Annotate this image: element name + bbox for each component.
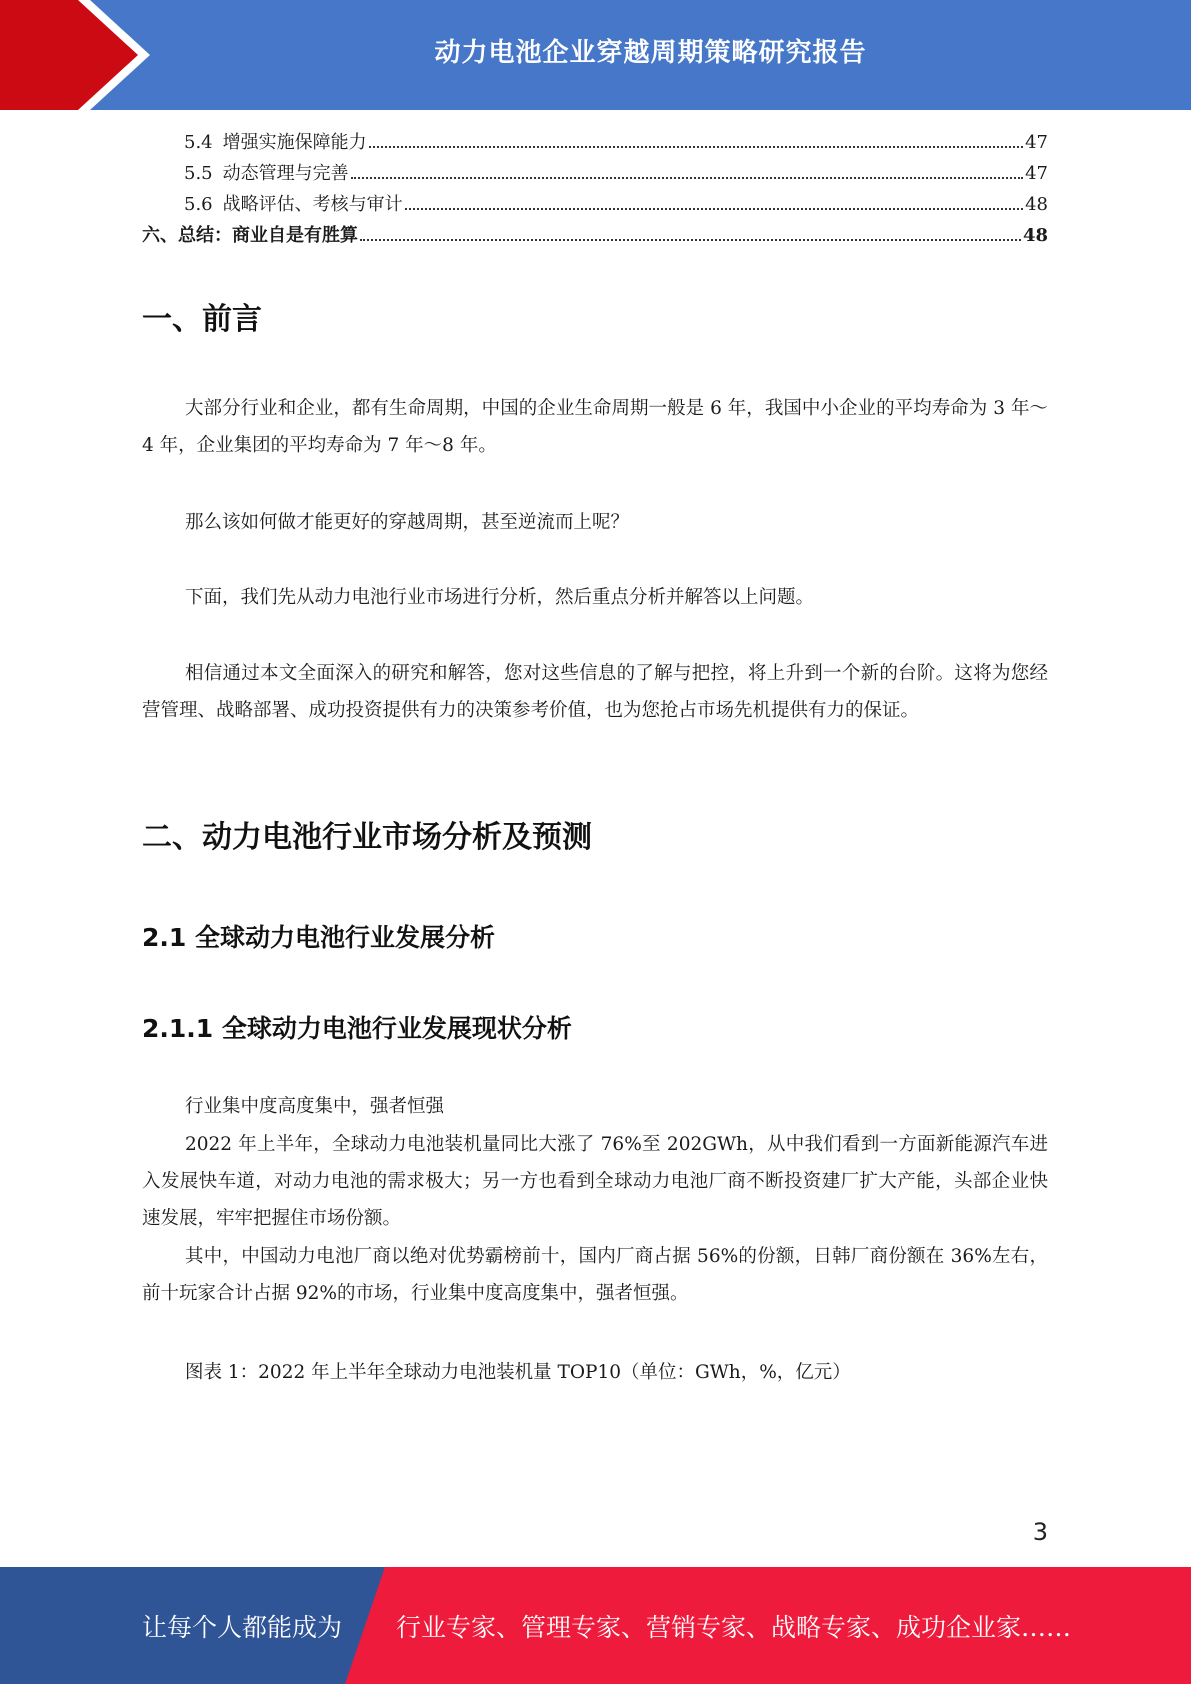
paragraph: 其中，中国动力电池厂商以绝对优势霸榜前十，国内厂商占据 56%的份额，日韩厂商份额在 36%左右，前十玩家合计占据 92%的市场，行业集中度高度集中，强者恒强。 [142,1246,1048,1304]
toc-entry-label: 六、总结：商业自是有胜算 [142,225,358,246]
section-heading-preface: 一、前言 [142,302,262,337]
page-header [0,0,1191,110]
paragraph: 下面，我们先从动力电池行业市场进行分析，然后重点分析并解答以上问题。 [185,587,815,608]
toc-entry[interactable] [142,128,1048,159]
paragraph: 行业集中度高度集中，强者恒强 [185,1096,445,1117]
subsection-heading: 2.1.1 全球动力电池行业发展现状分析 [142,1014,572,1043]
toc-entry[interactable] [142,159,1048,190]
toc-leader-dots [351,176,1023,179]
toc-entry-label: 动态管理与完善 [222,163,349,184]
toc-entry-number: 5.4 [184,132,213,153]
toc-entry-page: 48 [1022,225,1048,246]
footer-slogan-right: 行业专家、管理专家、营销专家、战略专家、成功企业家…… [396,1612,1072,1642]
toc-entry-page: 47 [1025,132,1048,153]
table-of-contents [142,128,1048,252]
toc-leader-dots [405,207,1023,210]
section-heading-market: 二、动力电池行业市场分析及预测 [142,820,592,855]
paragraph: 2022 年上半年，全球动力电池装机量同比大涨了 76%至 202GWh，从中我们看到一方面新能源汽车进入发展快车道，对动力电池的需求极大；另一方也看到全球动力电池厂商不断投资建厂扩大产能，头部企业快速发展，牢牢把握住市场份额。 [142,1134,1048,1229]
toc-leader-dots [360,238,1021,241]
paragraph: 相信通过本文全面深入的研究和解答，您对这些信息的了解与把控，将上升到一个新的台阶。这将为您经营管理、战略部署、成功投资提供有力的决策参考价值，也为您抢占市场先机提供有力的保证。 [142,663,1048,721]
toc-leader-dots [369,145,1023,148]
paragraph: 那么该如何做才能更好的穿越周期，甚至逆流而上呢？ [185,512,630,533]
page-footer [0,1567,1191,1684]
toc-entry-label: 增强实施保障能力 [222,132,367,153]
toc-entry-page: 48 [1025,194,1048,215]
toc-entry-label: 战略评估、考核与审计 [222,194,403,215]
toc-entry-page: 47 [1025,163,1048,184]
toc-entry[interactable] [142,190,1048,221]
figure-caption: 图表 1：2022 年上半年全球动力电池装机量 TOP10（单位：GWh，%，亿元） [185,1362,851,1383]
report-title: 动力电池企业穿越周期策略研究报告 [434,37,867,68]
page-number: 3 [1032,1518,1048,1546]
subsection-heading: 2.1 全球动力电池行业发展分析 [142,923,495,952]
toc-entry[interactable] [142,221,1048,252]
toc-entry-number: 5.5 [184,163,213,184]
footer-slogan-left: 让每个人都能成为 [142,1612,343,1642]
toc-entry-number: 5.6 [184,194,213,215]
paragraph: 大部分行业和企业，都有生命周期，中国的企业生命周期一般是 6 年，我国中小企业的平均寿命为 3 年～4 年，企业集团的平均寿命为 7 年～8 年。 [142,398,1048,456]
